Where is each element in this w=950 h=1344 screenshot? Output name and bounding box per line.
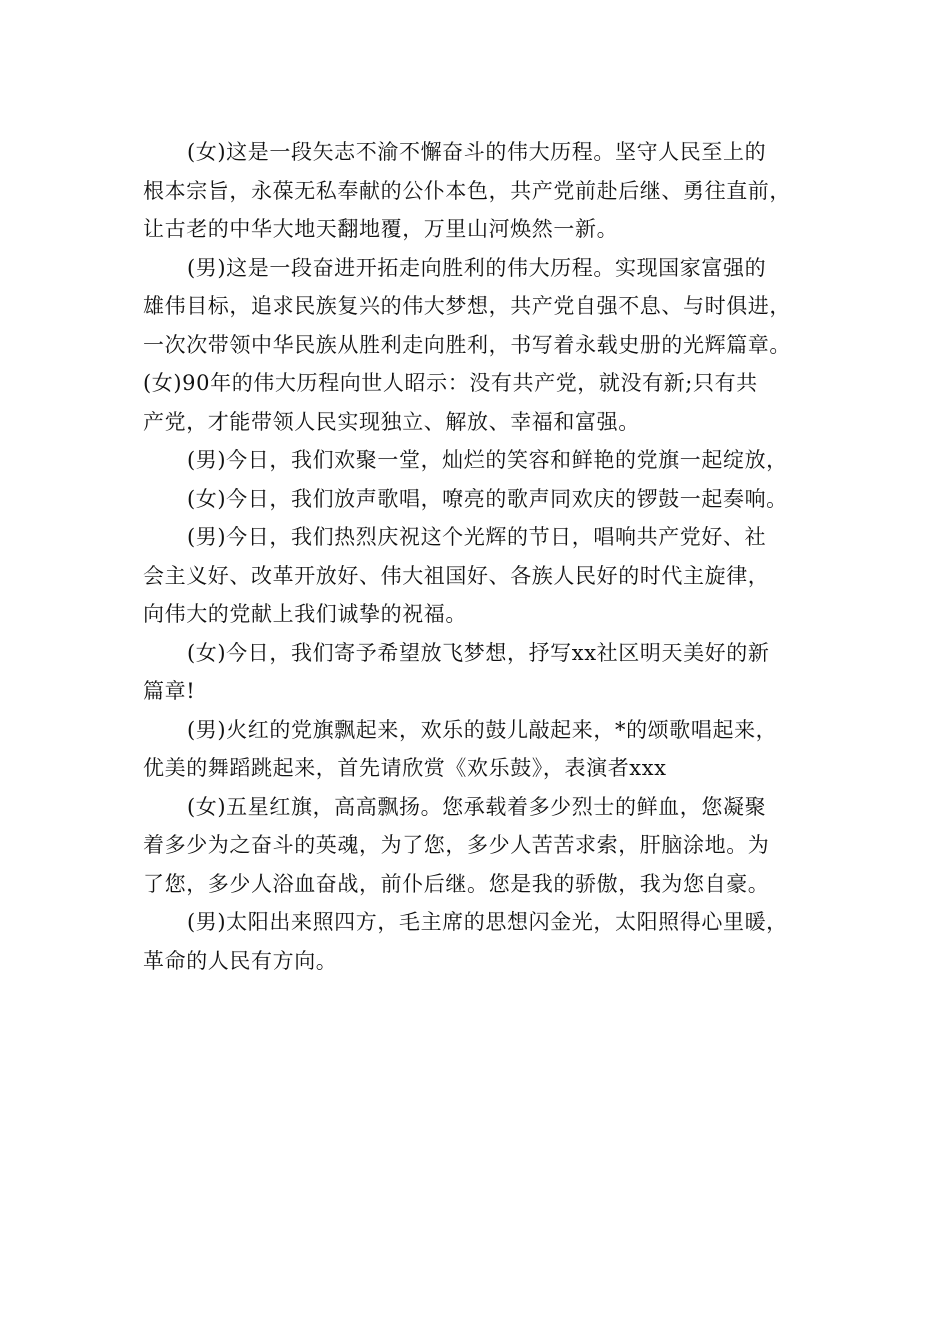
text-line: (女)五星红旗，高高飘扬。您承载着多少烈士的鲜血，您凝聚 bbox=[187, 794, 767, 819]
text-line: 一次次带领中华民族从胜利走向胜利，书写着永载史册的光辉篇章。 bbox=[143, 332, 791, 357]
text-line: (男)太阳出来照四方，毛主席的思想闪金光，太阳照得心里暖， bbox=[187, 910, 788, 934]
text-line: 了您，多少人浴血奋战，前仆后继。您是我的骄傲，我为您自豪。 bbox=[143, 871, 770, 896]
text-line: 向伟大的党献上我们诚挚的祝福。 bbox=[143, 602, 467, 626]
paragraph-4 bbox=[143, 441, 823, 480]
paragraph-6 bbox=[143, 518, 823, 634]
document-body bbox=[143, 133, 823, 980]
paragraph-2 bbox=[143, 249, 823, 365]
text-line: (男)今日，我们欢聚一堂，灿烂的笑容和鲜艳的党旗一起绽放， bbox=[187, 448, 788, 472]
text-line: (男)今日，我们热烈庆祝这个光辉的节日，唱响共产党好、社 bbox=[187, 525, 767, 549]
text-line: 革命的人民有方向。 bbox=[143, 948, 338, 973]
paragraph-7 bbox=[143, 634, 823, 711]
text-line: (女)这是一段矢志不渝不懈奋斗的伟大历程。坚守人民至上的 bbox=[187, 140, 767, 164]
text-line: 优美的舞蹈跳起来，首先请欣赏《欢乐鼓》，表演者xxx bbox=[143, 756, 667, 780]
text-line: 会主义好、改革开放好、伟大祖国好、各族人民好的时代主旋律， bbox=[143, 563, 770, 588]
paragraph-10 bbox=[143, 903, 823, 980]
text-line: 篇章! bbox=[143, 679, 196, 703]
paragraph-5 bbox=[143, 480, 823, 519]
text-line: 让古老的中华大地天翻地覆，万里山河焕然一新。 bbox=[143, 217, 619, 241]
text-line: (女)90年的伟大历程向世人昭示：没有共产党，就没有新;只有共 bbox=[143, 371, 758, 395]
text-line: (男)火红的党旗飘起来，欢乐的鼓儿敲起来，*的颂歌唱起来， bbox=[187, 717, 778, 742]
text-line: 着多少为之奋斗的英魂，为了您，多少人苦苦求索，肝脑涂地。为 bbox=[143, 833, 770, 857]
text-line: 雄伟目标，追求民族复兴的伟大梦想，共产党自强不息、与时俱进， bbox=[143, 294, 791, 318]
text-line: (女)今日，我们放声歌唱，嘹亮的歌声同欢庆的锣鼓一起奏响。 bbox=[187, 486, 788, 511]
paragraph-9 bbox=[143, 788, 823, 904]
paragraph-8 bbox=[143, 711, 823, 788]
text-line: (女)今日，我们寄予希望放飞梦想，抒写xx社区明天美好的新 bbox=[187, 640, 770, 665]
paragraph-1 bbox=[143, 133, 823, 249]
text-line: (男)这是一段奋进开拓走向胜利的伟大历程。实现国家富强的 bbox=[187, 255, 767, 280]
paragraph-3 bbox=[143, 364, 823, 441]
text-line: 产党，才能带领人民实现独立、解放、幸福和富强。 bbox=[143, 409, 640, 434]
text-line: 根本宗旨，永葆无私奉献的公仆本色，共产党前赴后继、勇往直前， bbox=[143, 178, 791, 203]
